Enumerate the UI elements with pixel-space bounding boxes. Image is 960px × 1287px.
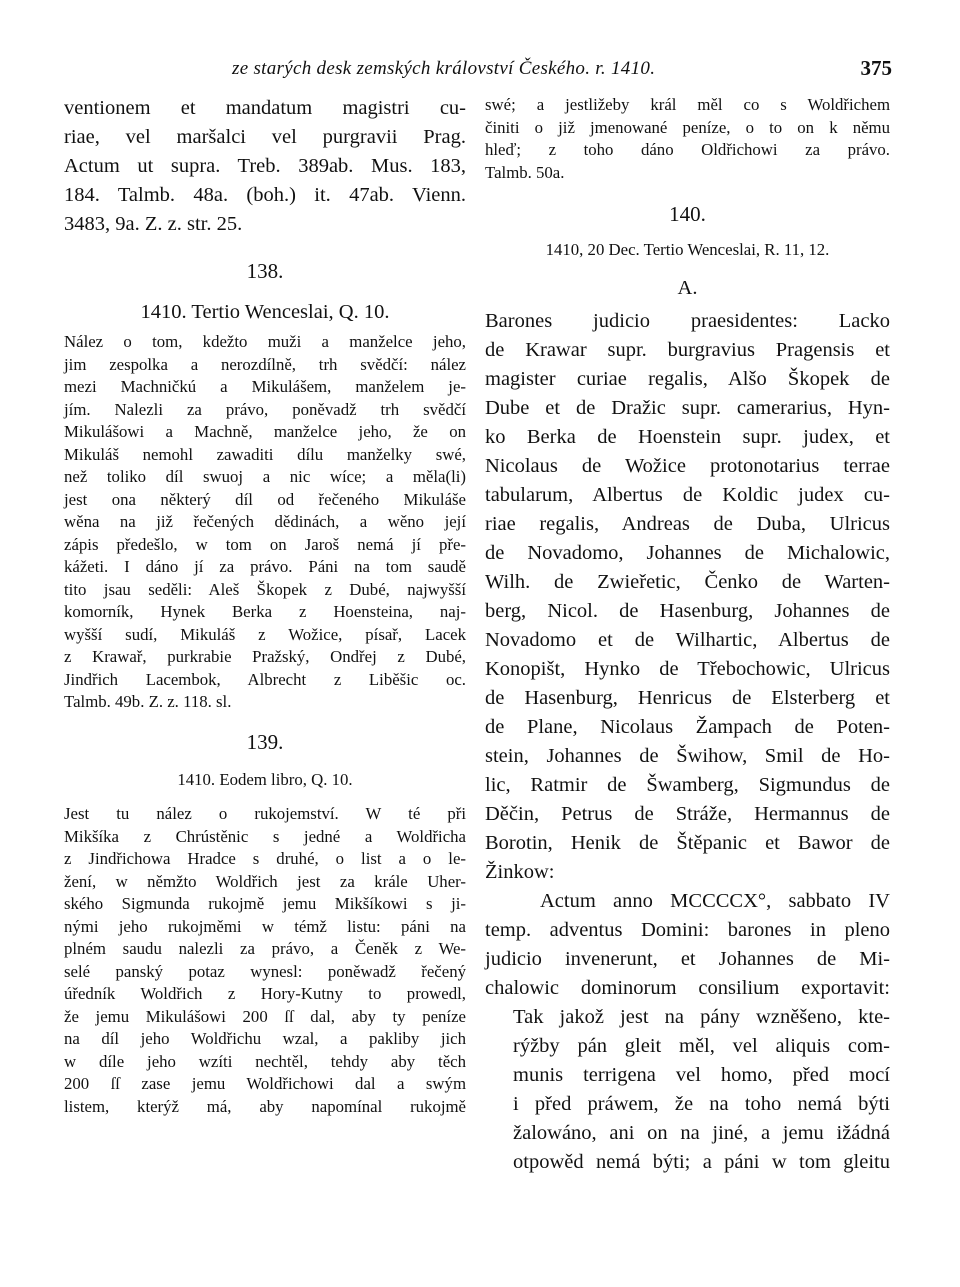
page-header [0,58,960,86]
right-column [485,94,890,1177]
text-line: w díle jeho wzíti nechtěl, tehdy aby těch [64,1051,466,1071]
text-line: úředník Woldřich z Hory-Kutny to prowedl, [64,984,466,1003]
text-line: ko Berka de Hoenstein supr. judex, et [485,425,890,448]
text-line: Konopišt, Hynko de Třebochowic, Ulricus [485,657,890,680]
section-number: 139. [246,729,284,754]
text-line: Děčin, Petrus de Stráže, Hermannus de [485,802,890,825]
spacer [485,184,890,200]
text-line: než toliko díl swuoj a nic wíce; a měla(li) [64,467,466,486]
text-line: hleď; z toho dáno Oldřichowi za právo. [485,140,890,159]
text-line: riae regalis, Andreas de Duba, Ulricus [485,512,890,535]
text-line: z Jindřichowa Hradce s druhé, o list a o le- [64,849,466,868]
text-line: že jemu Mikulášowi 200 ſſ dal, aby ty peníze [64,1006,466,1026]
text-line: nými jeho rukojměmi w témž listu: páni na [64,916,466,936]
spacer [485,229,890,239]
spacer [64,791,466,803]
text-line: de Krawar supr. burgravius Pragensis et [485,338,890,361]
text-line: Barones judicio praesidentes: Lacko [485,309,890,332]
text-line: de Plane, Nicolaus Žampach de Poten- [485,715,890,738]
text-line: komorník, Hynek Berka z Hoensteina, naj- [64,602,466,621]
text-line: jim zespolka a nerozdílně, trh svědčí: nález [64,354,466,374]
text-line: judicio invenerunt, et Johannes de Mi- [485,947,890,970]
spacer [64,286,466,298]
spacer [485,262,890,274]
spacer [64,239,466,257]
text-line: žení, w němžto Woldřich jest za krále Uher- [64,871,466,891]
text-line: z Krawař, purkrabie Pražský, Ondřej z Dubé, [64,647,466,666]
text-line: žalowáno, ani on na jiné, a jemu ižádná [513,1121,890,1144]
text-line: 1410, 20 Dec. Tertio Wenceslai, R. 11, 12. [545,240,830,259]
text-line: Nicolaus de Wožice protonotarius terrae [485,454,890,477]
text-line: kážeti. I dáno jí za právo. Páni na tom saudě [64,557,466,576]
text-line: munis terrigena vel homo, před mocí [513,1063,890,1086]
text-line: Dube et de Dražic supr. camerarius, Hyn- [485,396,890,419]
text-line: Žinkow: [485,860,555,883]
running-title: ze starých desk zemských království Českého. r. 1410. [232,58,656,79]
page-number: 375 [860,56,892,80]
text-line: tabularum, Albertus de Koldic judex cu- [485,483,890,506]
text-line: 1410. Tertio Wenceslai, Q. 10. [140,301,390,323]
section-number: 138. [246,259,284,283]
text-line: mezi Machničkú a Mikulášem, manželem je- [64,377,466,396]
text-line: Borotin, Henik de Štěpanic et Bawor de [485,831,890,854]
text-line: berg, Nicol. de Hasenburg, Johannes de [485,599,890,622]
text-line: rýžby pán gleit měl, vel aliquis com- [513,1034,890,1057]
text-line: 200 ſſ zase jemu Woldřichowi dal a swým [64,1074,466,1093]
text-line: wyšší sudí, Mikuláš z Wožice, písař, Lacek [64,624,466,644]
text-line: wěna na již řečených dědinách, a wěno její [64,512,466,531]
text-line: Actum anno MCCCCX°, sabbato IV [540,889,890,912]
text-line: činiti o již jmenowané peníze, o to on k němu [485,117,890,137]
text-line: swé; a jestližeby král měl co s Woldřichem [485,95,890,114]
text-line: chalowic dominorum consilium exportavit: [485,976,890,999]
text-line: jím. Nalezli za právo, poněvadž trh svědčí [64,399,466,419]
text-line: plném saudu nalezli za právo, a Čeněk z We- [64,939,466,958]
text-line: de Hasenburg, Henricus de Elsterberg et [485,686,890,709]
text-line: Mikšíka z Chrústěnic s jedné a Woldřicha [64,826,466,846]
text-line: Jest tu nález o rukojemství. W té při [64,804,466,823]
text-line: A. [677,276,698,299]
section-number: 140. [669,202,706,226]
text-line: Novadomo et de Wilhartic, Albertus de [485,628,890,651]
text-line: de Novadomo, Johannes de Michalowic, [485,541,890,564]
left-column [64,94,466,1118]
text-line: stein, Johannes de Šwihow, Smil de Ho- [485,744,890,767]
spacer [64,757,466,769]
text-line: Talmb. 49b. Z. z. 118. sl. [64,692,232,711]
spacer [64,714,466,728]
text-line: 3483, 9a. Z. z. str. 25. [64,213,243,235]
text-line: Mikuláš nemohl zawaditi dílu manželky swé, [64,444,466,464]
text-line: riae, vel maršalci vel purgravii Prag. [64,126,466,148]
text-line: 1410. Eodem libro, Q. 10. [177,769,353,789]
text-line: zápis předešlo, w tom on Jaroš nemá jí pře- [64,534,466,554]
text-line: jest ona některý díl od řečeného Mikuláše [64,489,466,509]
text-line: tito jsau seděli: Aleš Škopek z Dubé, najwyšší [64,579,466,599]
text-line: temp. adventus Domini: barones in pleno [485,918,890,941]
text-line: Tak jakož jest na pány wzněšeno, kte- [513,1005,890,1028]
text-line: magister curiae regalis, Alšo Škopek de [485,367,890,390]
text-line: Wilh. de Zwieřetic, Čenko de Warten- [485,570,890,593]
text-line: otpowěd nemá býti; a páni w tom gleitu [513,1150,890,1173]
text-line: ventionem et mandatum magistri cu- [64,97,466,119]
text-line: Actum ut supra. Treb. 389ab. Mus. 183, [64,155,466,177]
text-line: ského Sigmunda rukojmě jemu Mikšíkowi s ji- [64,894,466,913]
text-line: lic, Ratmir de Šwamberg, Sigmundus de [485,773,890,796]
text-line: i před práwem, že na toho nemá býti [513,1092,890,1115]
text-line: Mikulášowi a Machně, manželce jeho, že on [64,422,466,441]
text-line: 184. Talmb. 48a. (boh.) it. 47ab. Vienn. [64,184,466,206]
text-line: na díl jeho Woldřichu wzal, a pakliby jich [64,1029,466,1048]
text-line: selé panský potaz wynesl: poněwadž řečený [64,961,466,981]
text-line: listem, kterýž má, aby napomínal rukojmě [64,1096,466,1116]
text-line: Talmb. 50a. [485,162,565,182]
text-line: Nález o tom, kdežto muži a manželce jeho, [64,332,466,351]
text-line: Jindřich Lacembok, Albrecht z Liběšic oc. [64,669,466,689]
